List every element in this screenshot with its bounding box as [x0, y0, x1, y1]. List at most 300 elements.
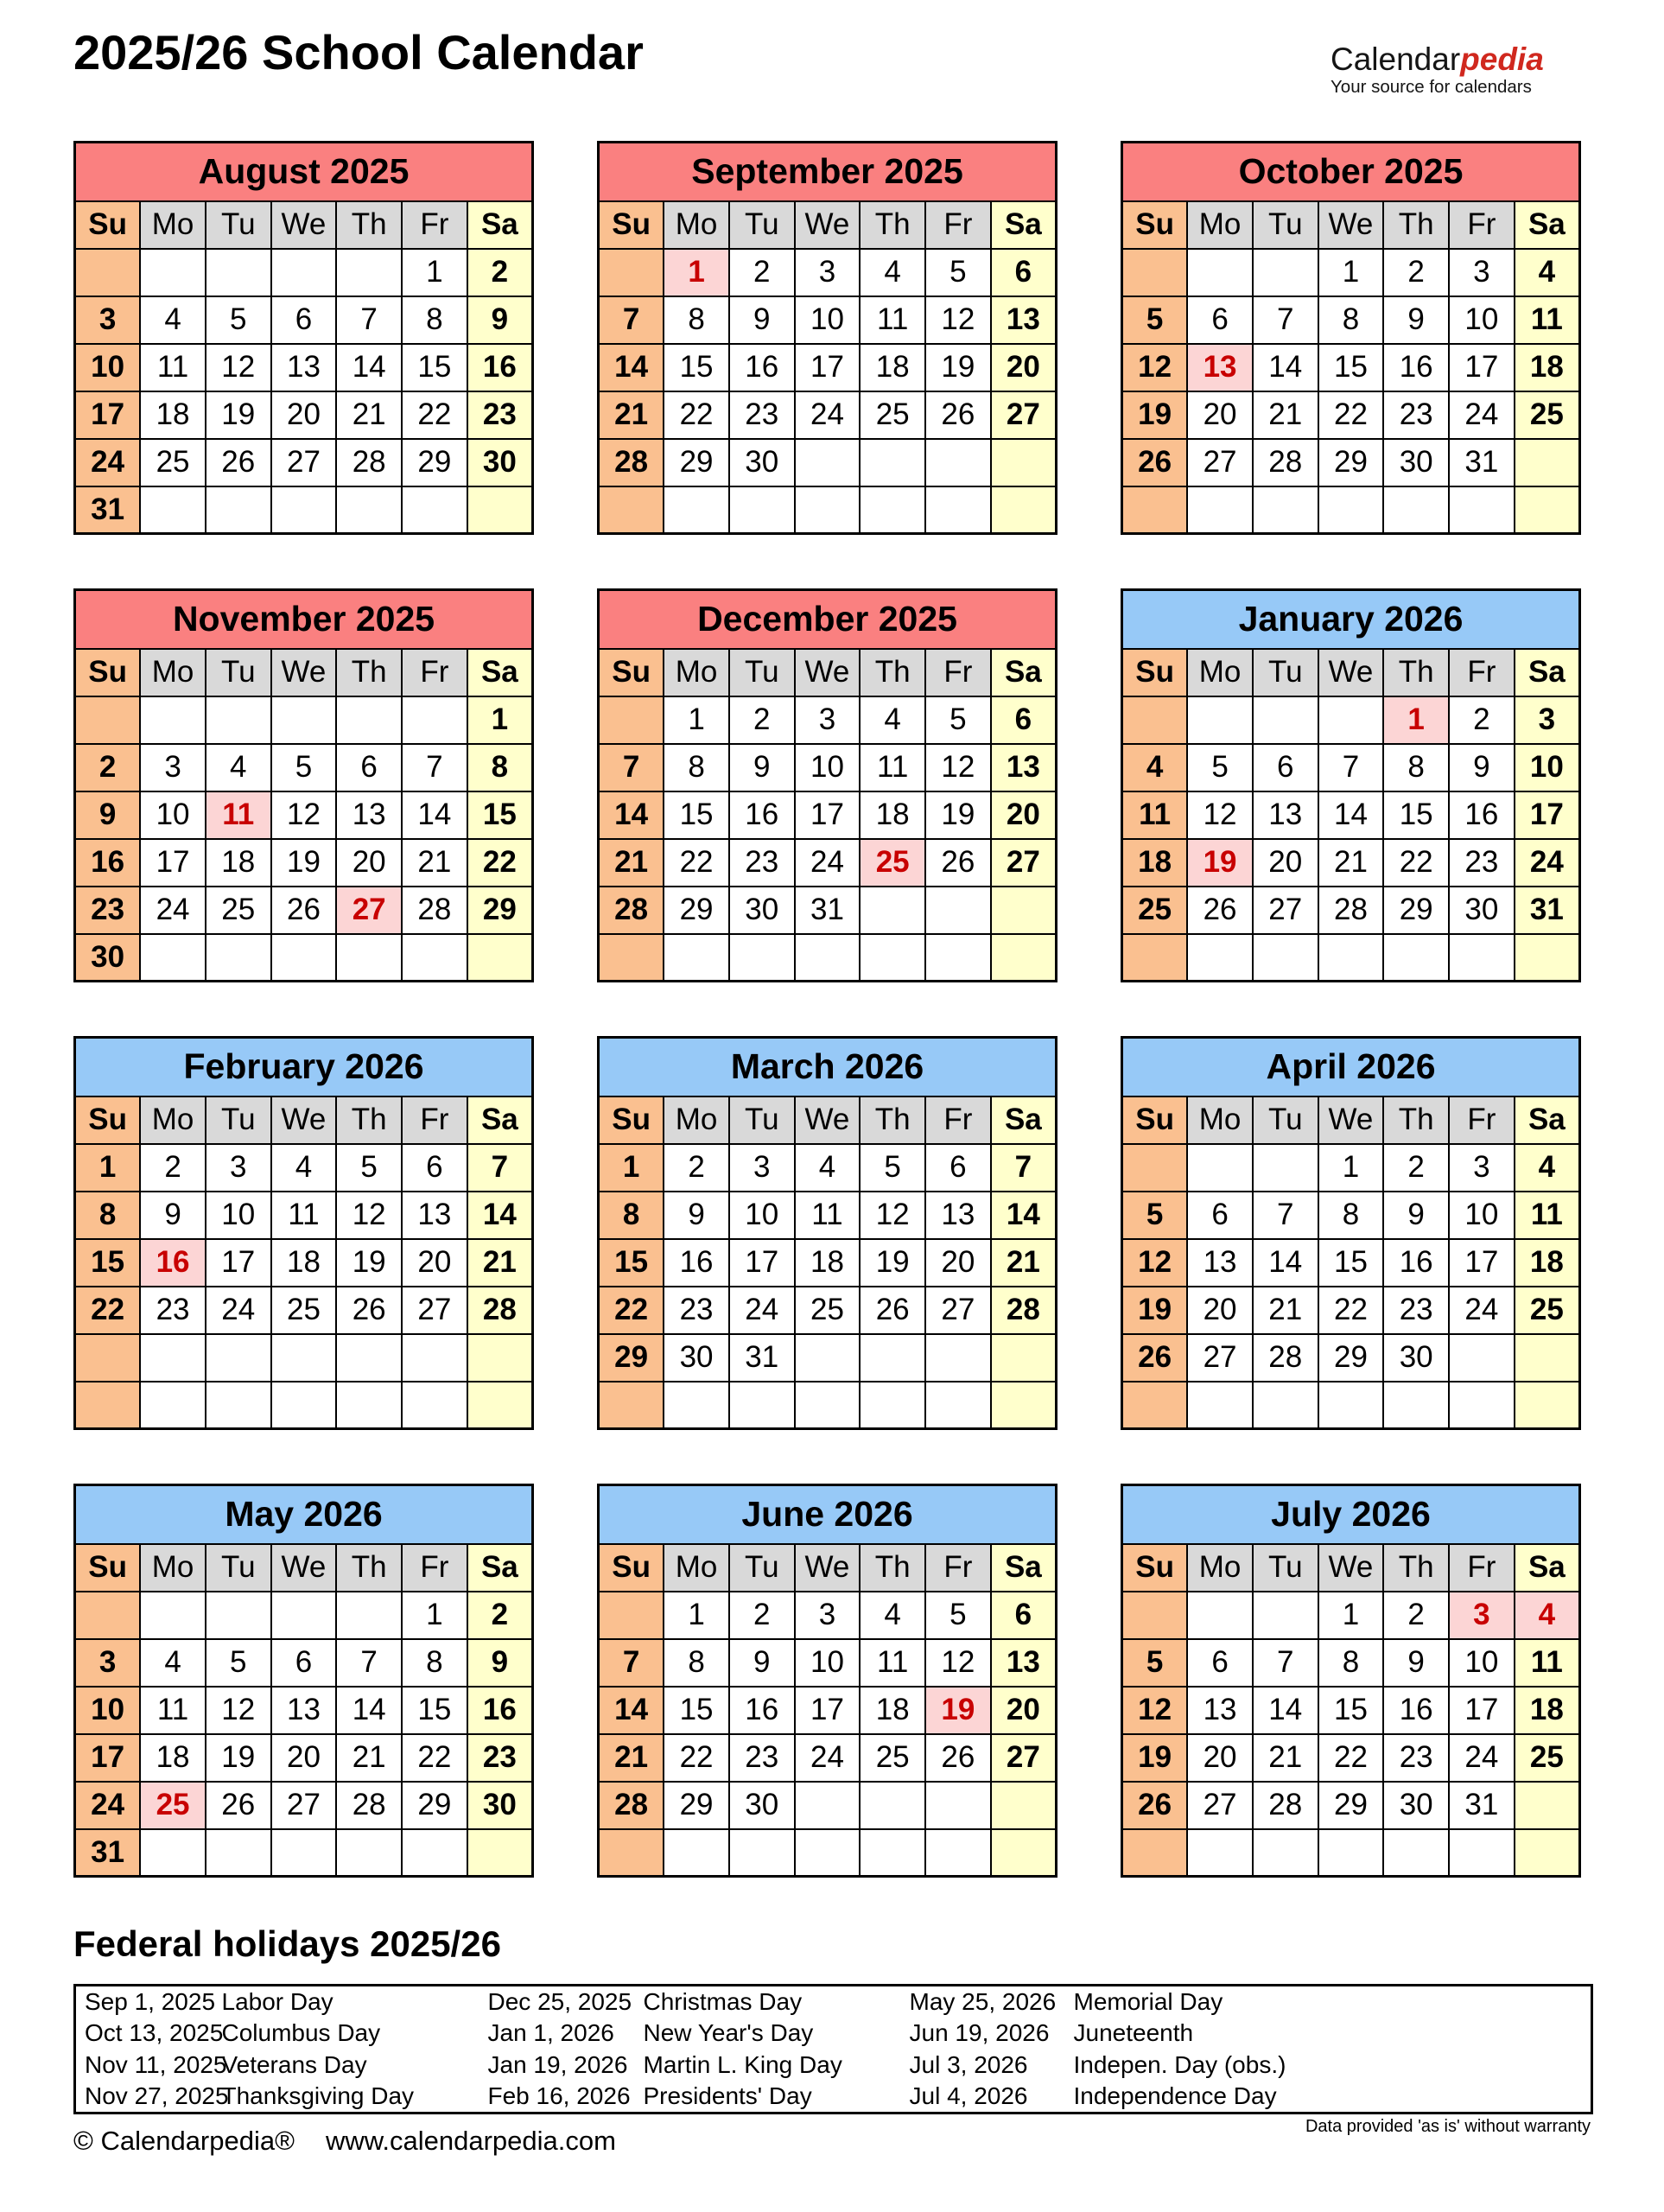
day-header-th: Th [1383, 649, 1449, 696]
empty-cell [140, 1382, 206, 1429]
empty-cell [271, 1334, 337, 1382]
day-header-tu: Tu [206, 649, 271, 696]
day-cell: 18 [795, 1239, 861, 1287]
empty-cell [795, 1829, 861, 1877]
day-cell: 7 [1253, 1192, 1318, 1239]
day-header-mo: Mo [140, 649, 206, 696]
day-cell: 8 [1318, 296, 1384, 344]
empty-cell [1515, 1334, 1580, 1382]
day-cell: 21 [599, 391, 664, 439]
holiday-name: Thanksgiving Day [221, 2082, 415, 2110]
calendar-may-2026 [73, 1484, 534, 1878]
day-header-fr: Fr [1449, 201, 1515, 249]
day-cell: 9 [1383, 1192, 1449, 1239]
day-cell: 28 [336, 439, 402, 486]
day-header-mo: Mo [140, 1544, 206, 1592]
day-cell: 26 [271, 887, 337, 934]
day-cell: 8 [664, 296, 729, 344]
day-cell: 7 [1318, 744, 1384, 791]
day-cell: 7 [336, 1639, 402, 1687]
day-cell: 4 [1515, 1144, 1580, 1192]
day-cell: 16 [1383, 1687, 1449, 1734]
day-cell: 23 [467, 1734, 533, 1782]
day-cell: 5 [1122, 296, 1188, 344]
day-header-th: Th [860, 201, 925, 249]
day-header-fr: Fr [925, 1096, 991, 1144]
day-cell: 3 [75, 1639, 141, 1687]
day-cell: 1 [664, 249, 729, 296]
empty-cell [206, 696, 271, 744]
day-header-we: We [795, 649, 861, 696]
empty-cell [795, 1782, 861, 1829]
empty-cell [402, 696, 467, 744]
day-header-tu: Tu [729, 649, 795, 696]
day-cell: 14 [467, 1192, 533, 1239]
day-header-we: We [1318, 649, 1384, 696]
day-cell: 2 [75, 744, 141, 791]
day-cell: 8 [1318, 1192, 1384, 1239]
day-cell: 28 [1253, 1334, 1318, 1382]
day-cell: 29 [467, 887, 533, 934]
day-cell: 1 [664, 1592, 729, 1639]
day-cell: 19 [1122, 391, 1188, 439]
day-cell: 6 [1253, 744, 1318, 791]
empty-cell [1515, 1782, 1580, 1829]
day-cell: 7 [467, 1144, 533, 1192]
day-cell: 5 [1122, 1192, 1188, 1239]
day-cell: 26 [1187, 887, 1253, 934]
day-cell: 17 [140, 839, 206, 887]
empty-cell [795, 1382, 861, 1429]
empty-cell [271, 1592, 337, 1639]
day-cell: 30 [664, 1334, 729, 1382]
day-cell: 25 [271, 1287, 337, 1334]
day-cell: 31 [1515, 887, 1580, 934]
day-cell: 21 [402, 839, 467, 887]
logo-wordmark [1331, 43, 1590, 77]
day-cell: 8 [664, 744, 729, 791]
day-cell: 1 [1318, 1144, 1384, 1192]
empty-cell [860, 934, 925, 982]
day-cell: 22 [1318, 1287, 1384, 1334]
empty-cell [336, 249, 402, 296]
day-cell: 7 [991, 1144, 1057, 1192]
day-cell: 18 [1515, 1687, 1580, 1734]
day-cell: 21 [467, 1239, 533, 1287]
day-cell: 12 [925, 1639, 991, 1687]
day-cell: 25 [140, 1782, 206, 1829]
empty-cell [1449, 486, 1515, 534]
day-cell: 6 [925, 1144, 991, 1192]
day-cell: 23 [1449, 839, 1515, 887]
day-cell: 31 [75, 486, 141, 534]
day-header-sa: Sa [467, 201, 533, 249]
day-header-th: Th [336, 1096, 402, 1144]
day-cell: 23 [1383, 391, 1449, 439]
empty-cell [599, 696, 664, 744]
empty-cell [1515, 486, 1580, 534]
day-cell: 5 [336, 1144, 402, 1192]
day-cell: 29 [402, 1782, 467, 1829]
day-cell: 12 [271, 791, 337, 839]
empty-cell [1122, 696, 1188, 744]
day-cell: 30 [729, 887, 795, 934]
day-cell: 22 [1318, 391, 1384, 439]
day-header-su: Su [599, 1544, 664, 1592]
day-cell: 20 [925, 1239, 991, 1287]
empty-cell [599, 1829, 664, 1877]
day-cell: 8 [402, 1639, 467, 1687]
federal-holidays-table [73, 1984, 1593, 2114]
day-cell: 29 [1318, 1782, 1384, 1829]
day-header-sa: Sa [991, 1096, 1057, 1144]
day-cell: 5 [860, 1144, 925, 1192]
empty-cell [925, 1782, 991, 1829]
day-cell: 3 [1449, 1592, 1515, 1639]
day-cell: 30 [729, 1782, 795, 1829]
day-cell: 21 [599, 839, 664, 887]
day-cell: 24 [206, 1287, 271, 1334]
month-title: October 2025 [1122, 143, 1580, 201]
holiday-name: Veterans Day [221, 2051, 367, 2078]
empty-cell [75, 249, 141, 296]
empty-cell [206, 1382, 271, 1429]
day-cell: 9 [729, 744, 795, 791]
empty-cell [729, 1829, 795, 1877]
day-cell: 20 [1253, 839, 1318, 887]
empty-cell [795, 934, 861, 982]
holiday-date: Jul 3, 2026 [909, 2051, 1028, 2078]
day-header-fr: Fr [402, 649, 467, 696]
day-cell: 4 [271, 1144, 337, 1192]
day-cell: 26 [1122, 439, 1188, 486]
copyright-text: © Calendarpedia® [73, 2126, 295, 2156]
holiday-date: Jan 19, 2026 [487, 2051, 628, 2078]
day-cell: 29 [1318, 1334, 1384, 1382]
empty-cell [206, 1829, 271, 1877]
day-cell: 22 [1318, 1734, 1384, 1782]
empty-cell [1122, 249, 1188, 296]
day-cell: 21 [991, 1239, 1057, 1287]
day-cell: 28 [599, 887, 664, 934]
day-header-we: We [1318, 201, 1384, 249]
day-header-sa: Sa [991, 201, 1057, 249]
empty-cell [467, 934, 533, 982]
day-cell: 15 [1318, 1239, 1384, 1287]
day-cell: 17 [1515, 791, 1580, 839]
day-cell: 20 [271, 391, 337, 439]
day-cell: 6 [336, 744, 402, 791]
day-cell: 28 [1253, 439, 1318, 486]
day-header-su: Su [1122, 1544, 1188, 1592]
day-cell: 26 [1122, 1782, 1188, 1829]
day-cell: 9 [664, 1192, 729, 1239]
holiday-date: Nov 11, 2025 [85, 2051, 227, 2078]
day-cell: 27 [991, 391, 1057, 439]
day-cell: 26 [206, 439, 271, 486]
day-cell: 21 [336, 1734, 402, 1782]
day-cell: 18 [860, 344, 925, 391]
day-cell: 3 [795, 249, 861, 296]
empty-cell [1253, 1829, 1318, 1877]
day-header-mo: Mo [664, 1544, 729, 1592]
day-header-su: Su [1122, 201, 1188, 249]
empty-cell [1383, 1829, 1449, 1877]
day-cell: 20 [402, 1239, 467, 1287]
day-cell: 6 [402, 1144, 467, 1192]
day-cell: 14 [1253, 1687, 1318, 1734]
day-cell: 24 [1515, 839, 1580, 887]
day-cell: 10 [795, 744, 861, 791]
day-cell: 11 [795, 1192, 861, 1239]
holiday-date: Jun 19, 2026 [909, 2019, 1050, 2046]
page-title: 2025/26 School Calendar [73, 25, 644, 79]
day-cell: 4 [140, 1639, 206, 1687]
day-cell: 24 [795, 839, 861, 887]
calendar-july-2026 [1121, 1484, 1581, 1878]
day-cell: 3 [206, 1144, 271, 1192]
day-cell: 24 [75, 439, 141, 486]
day-cell: 15 [1318, 1687, 1384, 1734]
day-cell: 10 [729, 1192, 795, 1239]
day-cell: 2 [1383, 1144, 1449, 1192]
empty-cell [1449, 934, 1515, 982]
day-header-su: Su [75, 1544, 141, 1592]
day-cell: 30 [1383, 439, 1449, 486]
empty-cell [1187, 696, 1253, 744]
calendar-june-2026 [597, 1484, 1057, 1878]
empty-cell [991, 1782, 1057, 1829]
day-header-sa: Sa [1515, 201, 1580, 249]
day-cell: 21 [1253, 391, 1318, 439]
day-cell: 12 [1122, 344, 1188, 391]
calendar-october-2025 [1121, 141, 1581, 535]
empty-cell [402, 934, 467, 982]
day-cell: 28 [467, 1287, 533, 1334]
empty-cell [140, 486, 206, 534]
day-cell: 10 [140, 791, 206, 839]
day-cell: 27 [1187, 1782, 1253, 1829]
holiday-date: May 25, 2026 [909, 1987, 1057, 2015]
day-header-we: We [271, 201, 337, 249]
empty-cell [467, 1829, 533, 1877]
empty-cell [1383, 1382, 1449, 1429]
day-header-tu: Tu [206, 201, 271, 249]
day-cell: 26 [925, 1734, 991, 1782]
day-header-tu: Tu [1253, 649, 1318, 696]
empty-cell [467, 1334, 533, 1382]
empty-cell [336, 934, 402, 982]
day-cell: 2 [729, 249, 795, 296]
day-cell: 6 [271, 1639, 337, 1687]
day-cell: 11 [860, 1639, 925, 1687]
day-cell: 18 [206, 839, 271, 887]
day-cell: 12 [1187, 791, 1253, 839]
empty-cell [271, 934, 337, 982]
day-cell: 10 [75, 344, 141, 391]
empty-cell [1187, 1144, 1253, 1192]
day-cell: 22 [599, 1287, 664, 1334]
day-cell: 21 [1253, 1734, 1318, 1782]
day-cell: 17 [1449, 344, 1515, 391]
empty-cell [1449, 1382, 1515, 1429]
holiday-name: New Year's Day [643, 2019, 814, 2046]
day-header-su: Su [599, 1096, 664, 1144]
empty-cell [1122, 1144, 1188, 1192]
empty-cell [140, 696, 206, 744]
day-cell: 8 [467, 744, 533, 791]
day-cell: 8 [599, 1192, 664, 1239]
empty-cell [729, 1382, 795, 1429]
day-header-su: Su [599, 201, 664, 249]
empty-cell [140, 1829, 206, 1877]
day-header-we: We [271, 1096, 337, 1144]
empty-cell [1187, 1382, 1253, 1429]
empty-cell [467, 486, 533, 534]
holiday-name: Memorial Day [1073, 1987, 1223, 2015]
empty-cell [1515, 439, 1580, 486]
day-cell: 8 [664, 1639, 729, 1687]
day-header-th: Th [860, 1096, 925, 1144]
day-cell: 22 [664, 1734, 729, 1782]
day-cell: 2 [1449, 696, 1515, 744]
logo-part-red: pedia [1460, 41, 1544, 77]
holiday-date: Oct 13, 2025 [85, 2019, 224, 2046]
day-header-sa: Sa [991, 1544, 1057, 1592]
day-cell: 27 [336, 887, 402, 934]
empty-cell [1318, 934, 1384, 982]
day-cell: 22 [75, 1287, 141, 1334]
day-cell: 20 [991, 344, 1057, 391]
month-title: May 2026 [75, 1485, 533, 1544]
day-cell: 29 [1318, 439, 1384, 486]
month-title: March 2026 [599, 1038, 1057, 1096]
day-cell: 13 [271, 344, 337, 391]
day-cell: 22 [402, 391, 467, 439]
calendar-january-2026 [1121, 588, 1581, 982]
day-header-su: Su [599, 649, 664, 696]
empty-cell [860, 486, 925, 534]
day-cell: 28 [599, 439, 664, 486]
day-cell: 11 [206, 791, 271, 839]
day-cell: 27 [925, 1287, 991, 1334]
empty-cell [271, 696, 337, 744]
day-cell: 15 [75, 1239, 141, 1287]
day-cell: 7 [599, 1639, 664, 1687]
day-cell: 27 [1187, 1334, 1253, 1382]
day-cell: 10 [795, 1639, 861, 1687]
day-cell: 4 [860, 1592, 925, 1639]
day-cell: 16 [1383, 1239, 1449, 1287]
day-cell: 17 [795, 1687, 861, 1734]
day-cell: 15 [402, 344, 467, 391]
empty-cell [599, 486, 664, 534]
day-cell: 20 [336, 839, 402, 887]
day-cell: 11 [1122, 791, 1188, 839]
empty-cell [664, 1829, 729, 1877]
empty-cell [1515, 1382, 1580, 1429]
day-cell: 2 [664, 1144, 729, 1192]
day-cell: 9 [467, 1639, 533, 1687]
empty-cell [140, 934, 206, 982]
day-cell: 11 [1515, 1192, 1580, 1239]
day-cell: 4 [140, 296, 206, 344]
day-cell: 26 [925, 839, 991, 887]
month-title: April 2026 [1122, 1038, 1580, 1096]
day-header-th: Th [336, 649, 402, 696]
day-header-fr: Fr [925, 1544, 991, 1592]
day-cell: 11 [140, 344, 206, 391]
day-header-mo: Mo [1187, 201, 1253, 249]
day-cell: 11 [860, 296, 925, 344]
months-grid [73, 141, 1581, 1878]
day-cell: 1 [1318, 1592, 1384, 1639]
holiday-date: Feb 16, 2026 [487, 2082, 631, 2110]
day-cell: 18 [860, 1687, 925, 1734]
day-cell: 13 [991, 296, 1057, 344]
day-cell: 18 [140, 1734, 206, 1782]
day-cell: 20 [271, 1734, 337, 1782]
day-cell: 31 [75, 1829, 141, 1877]
day-cell: 2 [729, 1592, 795, 1639]
day-cell: 19 [925, 791, 991, 839]
day-cell: 15 [664, 791, 729, 839]
day-cell: 14 [599, 791, 664, 839]
day-cell: 16 [467, 1687, 533, 1734]
day-header-tu: Tu [1253, 1096, 1318, 1144]
month-title: July 2026 [1122, 1485, 1580, 1544]
day-cell: 23 [1383, 1287, 1449, 1334]
day-cell: 9 [467, 296, 533, 344]
day-header-fr: Fr [1449, 1096, 1515, 1144]
day-header-sa: Sa [1515, 1096, 1580, 1144]
day-cell: 9 [1383, 296, 1449, 344]
empty-cell [860, 439, 925, 486]
day-cell: 12 [1122, 1239, 1188, 1287]
day-cell: 4 [795, 1144, 861, 1192]
day-cell: 17 [795, 791, 861, 839]
empty-cell [795, 439, 861, 486]
day-cell: 8 [1383, 744, 1449, 791]
day-cell: 1 [1383, 696, 1449, 744]
holiday-date: Nov 27, 2025 [85, 2082, 229, 2110]
empty-cell [925, 1382, 991, 1429]
empty-cell [664, 1382, 729, 1429]
day-header-fr: Fr [925, 201, 991, 249]
empty-cell [1122, 486, 1188, 534]
day-cell: 16 [467, 344, 533, 391]
empty-cell [925, 1829, 991, 1877]
day-cell: 29 [664, 439, 729, 486]
day-cell: 14 [599, 1687, 664, 1734]
month-title: November 2025 [75, 590, 533, 649]
day-cell: 1 [599, 1144, 664, 1192]
day-cell: 23 [729, 1734, 795, 1782]
day-cell: 30 [1449, 887, 1515, 934]
day-header-mo: Mo [140, 1096, 206, 1144]
empty-cell [599, 249, 664, 296]
day-cell: 19 [1187, 839, 1253, 887]
footer-disclaimer: Data provided 'as is' without warranty [1305, 2117, 1591, 2136]
day-header-mo: Mo [1187, 1096, 1253, 1144]
day-cell: 16 [1383, 344, 1449, 391]
empty-cell [1187, 1592, 1253, 1639]
empty-cell [729, 486, 795, 534]
day-cell: 29 [402, 439, 467, 486]
empty-cell [1515, 934, 1580, 982]
day-cell: 26 [206, 1782, 271, 1829]
day-cell: 3 [1449, 1144, 1515, 1192]
